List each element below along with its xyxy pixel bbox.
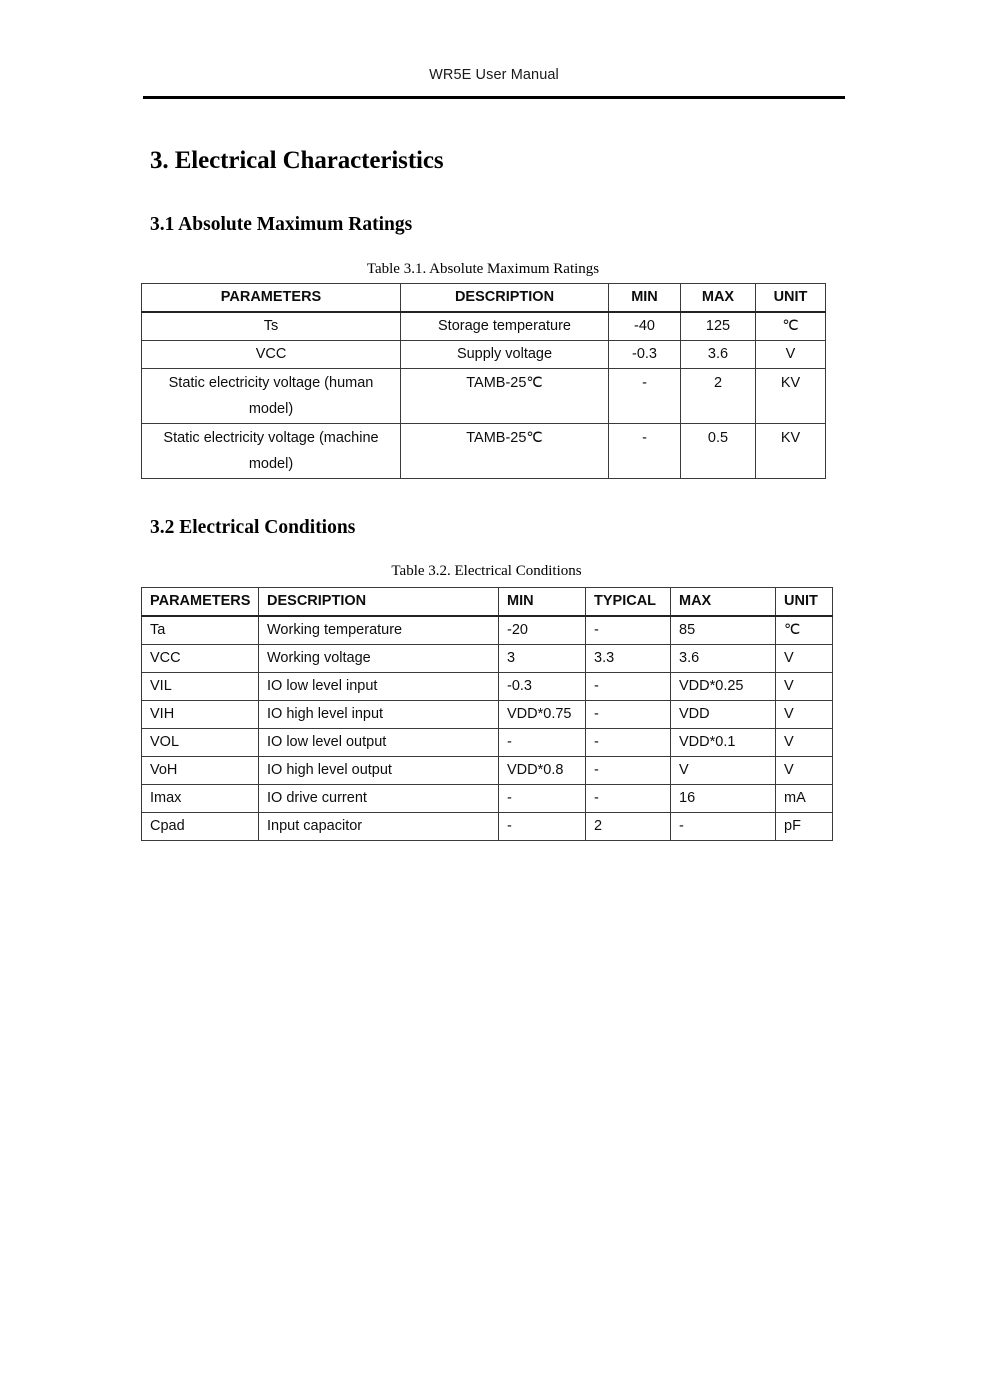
cell-description: IO drive current	[259, 785, 499, 813]
cell-min: VDD*0.75	[499, 701, 586, 729]
table-row	[142, 757, 833, 785]
cell-description: Input capacitor	[259, 813, 499, 841]
table-caption-3-2: Table 3.2. Electrical Conditions	[391, 563, 582, 579]
table-row	[142, 673, 833, 701]
column-header-unit: UNIT	[756, 284, 826, 313]
table-row	[142, 701, 833, 729]
cell-typical: 2	[586, 813, 671, 841]
table-row	[142, 785, 833, 813]
cell-min: 3	[499, 645, 586, 673]
table-row	[142, 341, 826, 369]
cell-description: Supply voltage	[401, 341, 609, 369]
cell-min: -	[499, 729, 586, 757]
cell-max: -	[671, 813, 776, 841]
cell-description: Storage temperature	[401, 312, 609, 341]
cell-max: 125	[681, 312, 756, 341]
cell-parameters: Cpad	[142, 813, 259, 841]
cell-typical: -	[586, 729, 671, 757]
cell-max: 3.6	[671, 645, 776, 673]
column-header-unit: UNIT	[776, 588, 833, 617]
table-row	[142, 813, 833, 841]
cell-min: -0.3	[499, 673, 586, 701]
cell-parameters: VoH	[142, 757, 259, 785]
table-row	[142, 729, 833, 757]
subsection-heading-3-1: 3.1 Absolute Maximum Ratings	[150, 214, 413, 235]
column-header-parameters: PARAMETERS	[142, 588, 259, 617]
cell-min: -	[499, 813, 586, 841]
header-rule-divider	[143, 96, 845, 99]
table-absolute-maximum-ratings	[141, 283, 826, 479]
cell-typical: 3.3	[586, 645, 671, 673]
cell-unit: V	[776, 757, 833, 785]
cell-min: -20	[499, 616, 586, 645]
running-header	[143, 66, 845, 85]
table-caption-3-1: Table 3.1. Absolute Maximum Ratings	[366, 261, 600, 277]
cell-unit: ℃	[776, 616, 833, 645]
cell-max: 2	[681, 369, 756, 424]
table-row	[142, 424, 826, 479]
cell-unit: KV	[756, 424, 826, 479]
cell-parameters: Ta	[142, 616, 259, 645]
cell-min: -	[609, 369, 681, 424]
cell-max: VDD*0.25	[671, 673, 776, 701]
cell-unit: V	[776, 729, 833, 757]
column-header-max: MAX	[681, 284, 756, 313]
cell-min: -40	[609, 312, 681, 341]
table-row	[142, 616, 833, 645]
cell-description: IO high level output	[259, 757, 499, 785]
section-heading: 3. Electrical Characteristics	[150, 147, 444, 174]
table-row	[142, 645, 833, 673]
table-electrical-conditions	[141, 587, 833, 841]
cell-parameters: Ts	[142, 312, 401, 341]
running-header-title: WR5E User Manual	[429, 67, 559, 83]
column-header-description: DESCRIPTION	[401, 284, 609, 313]
column-header-typical: TYPICAL	[586, 588, 671, 617]
cell-description: Working temperature	[259, 616, 499, 645]
cell-min: -	[499, 785, 586, 813]
cell-description: TAMB-25℃	[401, 369, 609, 424]
table-row	[142, 369, 826, 424]
column-header-max: MAX	[671, 588, 776, 617]
cell-max: V	[671, 757, 776, 785]
cell-typical: -	[586, 616, 671, 645]
cell-typical: -	[586, 673, 671, 701]
cell-parameters: VCC	[142, 645, 259, 673]
cell-unit: ℃	[756, 312, 826, 341]
cell-max: VDD	[671, 701, 776, 729]
cell-unit: pF	[776, 813, 833, 841]
cell-parameters: Static electricity voltage (machine model)	[142, 424, 401, 479]
cell-unit: V	[776, 645, 833, 673]
cell-description: IO high level input	[259, 701, 499, 729]
column-header-description: DESCRIPTION	[259, 588, 499, 617]
cell-typical: -	[586, 757, 671, 785]
cell-min: -	[609, 424, 681, 479]
cell-unit: KV	[756, 369, 826, 424]
cell-parameters: Static electricity voltage (human model)	[142, 369, 401, 424]
cell-parameters: VOL	[142, 729, 259, 757]
cell-max: 0.5	[681, 424, 756, 479]
cell-description: IO low level output	[259, 729, 499, 757]
subsection-heading-3-2: 3.2 Electrical Conditions	[150, 517, 356, 538]
cell-description: IO low level input	[259, 673, 499, 701]
cell-unit: V	[776, 701, 833, 729]
cell-description: Working voltage	[259, 645, 499, 673]
cell-max: 85	[671, 616, 776, 645]
cell-parameters: VCC	[142, 341, 401, 369]
cell-parameters: VIL	[142, 673, 259, 701]
cell-typical: -	[586, 785, 671, 813]
table-header-row	[142, 284, 826, 313]
cell-max: 16	[671, 785, 776, 813]
cell-max: VDD*0.1	[671, 729, 776, 757]
cell-unit: mA	[776, 785, 833, 813]
cell-parameters: VIH	[142, 701, 259, 729]
table-row	[142, 312, 826, 341]
cell-min: VDD*0.8	[499, 757, 586, 785]
cell-parameters: Imax	[142, 785, 259, 813]
cell-typical: -	[586, 701, 671, 729]
cell-unit: V	[776, 673, 833, 701]
cell-unit: V	[756, 341, 826, 369]
table-header-row	[142, 588, 833, 617]
cell-min: -0.3	[609, 341, 681, 369]
column-header-min: MIN	[499, 588, 586, 617]
cell-max: 3.6	[681, 341, 756, 369]
cell-description: TAMB-25℃	[401, 424, 609, 479]
column-header-parameters: PARAMETERS	[142, 284, 401, 313]
column-header-min: MIN	[609, 284, 681, 313]
